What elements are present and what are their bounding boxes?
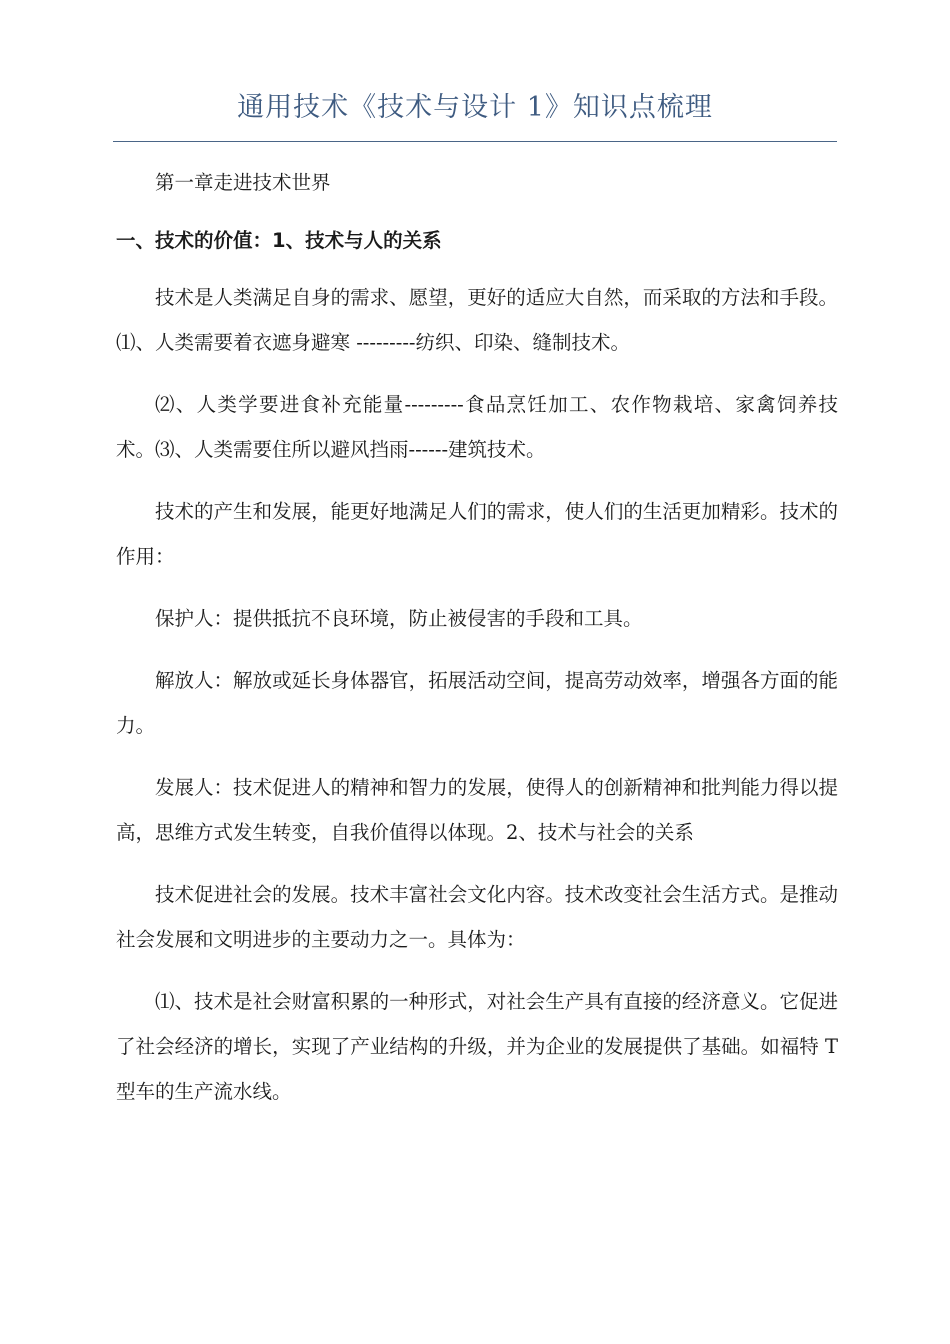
paragraph: 技术促进社会的发展。技术丰富社会文化内容。技术改变社会生活方式。是推动社会发展和文明进步的主要动力之一。具体为： <box>116 883 838 951</box>
paragraph: ⑵、人类学要进食补充能量---------食品烹饪加工、农作物栽培、家禽饲养技术。⑶、人类需要住所以避风挡雨------建筑技术。 <box>116 393 838 461</box>
section-heading: 一、技术的价值：1、技术与人的关系 <box>116 229 442 252</box>
document-title: 通用技术《技术与设计 1》知识点梳理 <box>237 92 713 123</box>
paragraph: 技术是人类满足自身的需求、愿望，更好的适应大自然，而采取的方法和手段。⑴、人类需要着衣遮身避寒 ---------纺织、印染、缝制技术。 <box>116 286 838 354</box>
chapter-heading: 第一章走进技术世界 <box>155 171 331 194</box>
paragraph: 发展人：技术促进人的精神和智力的发展，使得人的创新精神和批判能力得以提高，思维方式发生转变，自我价值得以体现。2、技术与社会的关系 <box>116 776 838 844</box>
paragraph: 保护人：提供抵抗不良环境，防止被侵害的手段和工具。 <box>155 607 643 630</box>
title-divider <box>113 141 837 142</box>
paragraph: ⑴、技术是社会财富积累的一种形式，对社会生产具有直接的经济意义。它促进了社会经济的增长，实现了产业结构的升级，并为企业的发展提供了基础。如福特 T 型车的生产流水线。 <box>116 990 838 1103</box>
paragraph: 解放人：解放或延长身体器官，拓展活动空间，提高劳动效率，增强各方面的能力。 <box>116 669 838 737</box>
document-body <box>116 160 838 1131</box>
paragraph: 技术的产生和发展，能更好地满足人们的需求，使人们的生活更加精彩。技术的作用： <box>116 500 838 568</box>
